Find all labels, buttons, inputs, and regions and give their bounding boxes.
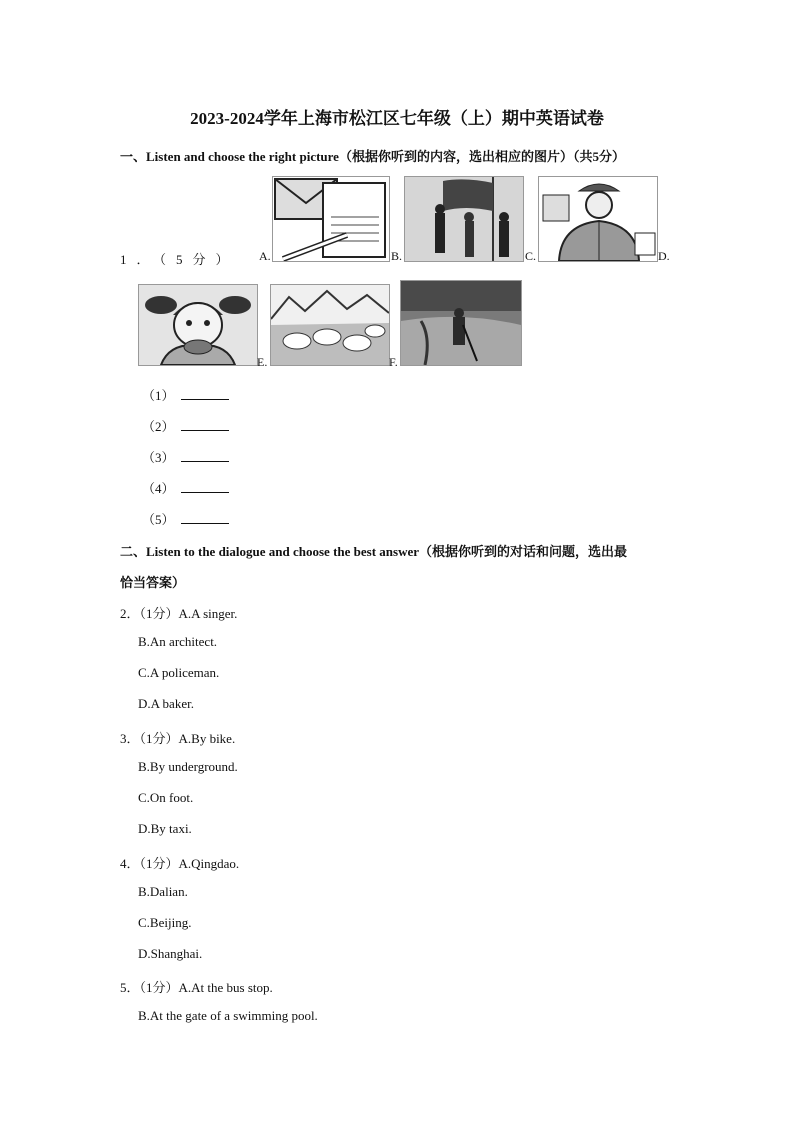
flag-raising-icon (405, 177, 523, 261)
question-2 (120, 603, 237, 622)
picture-c (538, 176, 658, 262)
option-d[interactable]: D.Shanghai. (138, 946, 203, 961)
question-prefix: 3．（1分） (120, 731, 179, 746)
picture-e (270, 284, 390, 366)
option-c[interactable]: C.On foot. (138, 790, 194, 805)
option-a[interactable]: A.At the bus stop. (178, 980, 273, 995)
postman-icon (539, 177, 657, 261)
sub-item-label: （5） (142, 512, 175, 527)
picture-f (400, 280, 522, 366)
sub-item-label: （1） (142, 388, 175, 403)
question-prefix: 2．（1分） (120, 606, 179, 621)
picture-label-d: D. (658, 249, 670, 263)
picture-b (404, 176, 524, 262)
answer-blank[interactable] (181, 388, 229, 400)
picture-label-b: B. (391, 249, 403, 263)
option-a[interactable]: A.By bike. (178, 731, 236, 746)
question-3 (120, 728, 235, 747)
girl-eating-icon (139, 285, 257, 365)
answer-blank[interactable] (181, 481, 229, 493)
page-title: 2023-2024学年上海市松江区七年级（上）期中英语试卷 (190, 109, 604, 128)
option-b[interactable]: B.By underground. (138, 759, 238, 774)
answer-blank[interactable] (181, 450, 229, 462)
sub-item-label: （2） (142, 419, 175, 434)
sub-item-4 (142, 478, 229, 497)
picture-label-c: C. (525, 249, 537, 263)
option-c[interactable]: C.A policeman. (138, 665, 220, 680)
picture-a (272, 176, 390, 262)
option-d[interactable]: D.A baker. (138, 696, 194, 711)
option-d[interactable]: D.By taxi. (138, 821, 192, 836)
question-1-prefix: 1．（5分） (120, 252, 239, 267)
section-2-heading-line2: 恰当答案） (120, 575, 186, 590)
sub-item-2 (142, 416, 229, 435)
option-b[interactable]: B.Dalian. (138, 884, 188, 899)
section-2-heading-line1: 二、Listen to the dialogue and choose the best answer（根据你听到的对话和问题，选出最 (120, 544, 628, 559)
question-prefix: 5．（1分） (120, 980, 179, 995)
answer-blank[interactable] (181, 419, 229, 431)
option-b[interactable]: B.An architect. (138, 634, 218, 649)
section-1-heading: 一、Listen and choose the right picture（根据你听到的内容，选出相应的图片）（共5分） (120, 149, 625, 164)
picture-d (138, 284, 258, 366)
sub-item-5 (142, 509, 229, 528)
picture-label-e: E. (257, 355, 268, 369)
option-b[interactable]: B.At the gate of a swimming pool. (138, 1008, 318, 1023)
option-a[interactable]: A.A singer. (178, 606, 238, 621)
answer-blank[interactable] (181, 512, 229, 524)
question-prefix: 4．（1分） (120, 856, 179, 871)
question-4 (120, 853, 239, 872)
sub-item-3 (142, 447, 229, 466)
sub-item-label: （3） (142, 450, 175, 465)
option-a[interactable]: A.Qingdao. (178, 856, 240, 871)
sub-item-label: （4） (142, 481, 175, 496)
option-c[interactable]: C.Beijing. (138, 915, 192, 930)
cleaner-sweeping-icon (401, 281, 521, 365)
letter-envelope-pencil-icon (273, 177, 389, 261)
sub-item-1 (142, 385, 229, 404)
sheep-mountains-icon (271, 285, 389, 365)
picture-label-a: A. (259, 249, 271, 263)
question-5 (120, 977, 273, 996)
picture-label-f: F. (389, 355, 398, 369)
